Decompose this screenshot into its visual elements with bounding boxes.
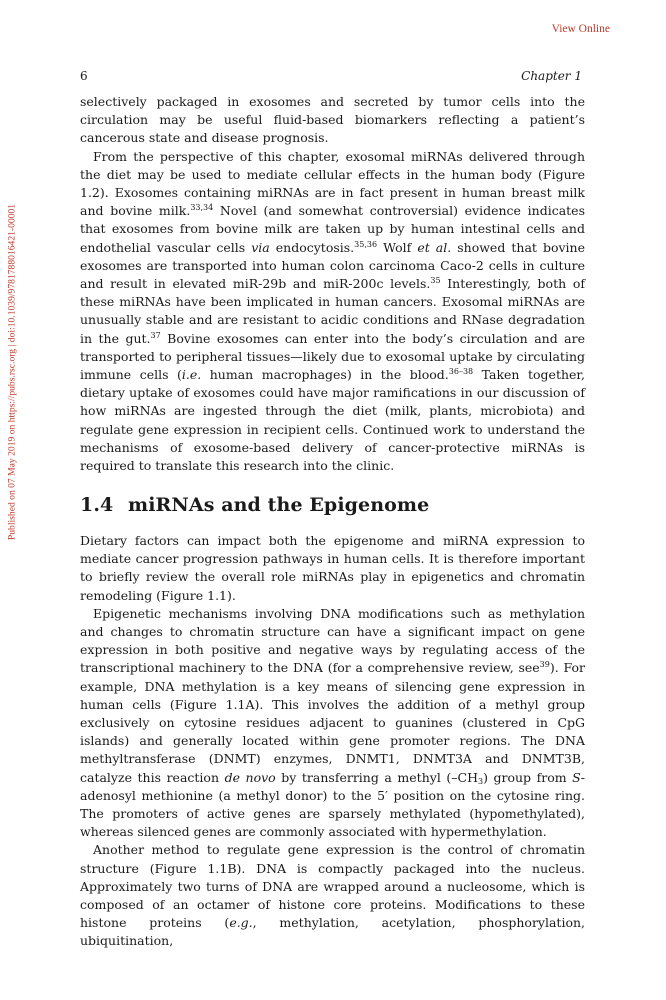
text-run: Novel (and somewhat controversial) evidence indicates that exosomes from bovine milk are taken up by human intestinal cells and endothelial vascular cells <box>80 203 585 255</box>
text-run: by transferring a methyl (–CH <box>275 769 478 785</box>
text-run: -adenosyl methionine (a methyl donor) to the 5′ position on the cytosine ring. The promoters of active genes are sparsely methylated (hypomethylated), whereas silenced genes are commonly associated with hypermethylation. <box>80 769 585 840</box>
page-number: 6 <box>80 69 88 83</box>
section-heading <box>80 494 429 516</box>
citation-ref: 33,34 <box>190 203 214 213</box>
text-run: ). For example, DNA methylation is a key means of silencing gene expression in human cells (Figure 1.1A). This involves the addition of a methyl group exclusively on cytosine residues adjacent to guanines (clustered in CpG islands) and generally located within gene promoter regions. The DNA methyltransferase (DNMT) enzymes, DNMT1, DNMT3A and DNMT3B, catalyze this reaction <box>80 660 585 785</box>
italic-text: et al. <box>417 239 452 255</box>
italic-text: i.e. <box>181 367 202 383</box>
citation-ref: 36–38 <box>448 367 474 377</box>
text-run: , methylation, acetylation, phosphorylation, ubiquitination, <box>80 915 586 949</box>
text-run: From the perspective of this chapter, exosomal miRNAs delivered through the diet may be used to mediate cellular effects in the human body (Figure 1.2). Exosomes containing miRNAs are in fact present in human breast milk and bovine milk. <box>80 148 585 219</box>
italic-text: S <box>572 769 581 785</box>
citation-ref: 37 <box>150 330 161 340</box>
body-text-section <box>80 532 585 951</box>
chapter-label: Chapter 1 <box>521 69 582 83</box>
text-run: Interestingly, both of these miRNAs have been implicated in human cancers. Exosomal miRNAs are unusually stable and are resistant to acidic conditions and RNase degradation in the gut. <box>80 276 585 346</box>
text-run: human macrophages) in the blood. <box>201 367 449 383</box>
text-run: Epigenetic mechanisms involving DNA modifications such as methylation and changes to chromatin structure can have a significant impact on gene expression in both positive and negative ways by regulating access of the transcriptional machinery to the DNA (for a comprehensive review, see <box>80 605 585 676</box>
text-run: Bovine exosomes can enter into the body’s circulation and are transported to peripheral tissues—likely due to exosomal uptake by circulating immune cells ( <box>80 330 585 383</box>
text-run: Dietary factors can impact both the epigenome and miRNA expression to mediate cancer progression pathways in human cells. It is therefore important to briefly review the overall role miRNAs play in epigenetics and chromatin remodeling (Figure 1.1). <box>80 533 585 603</box>
side-note <box>0 0 24 1000</box>
text-run: selectively packaged in exosomes and secreted by tumor cells into the circulation may be useful fluid-based biomarkers reflecting a patient’s cancerous state and disease prognosis. <box>80 94 585 146</box>
citation-ref: 39 <box>539 660 550 670</box>
body-text-top <box>80 93 585 475</box>
section-number: 1.4 <box>80 494 114 516</box>
section-title: miRNAs and the Epigenome <box>128 494 430 516</box>
publication-note: Published on 07 May 2019 on https://pubs.rsc.org | doi:10.1039/9781788016421-00001 <box>6 203 18 541</box>
view-online-link[interactable]: View Online <box>551 23 610 35</box>
citation-ref: 35 <box>430 276 441 286</box>
paragraph <box>80 841 585 950</box>
text-run: Taken together, dietary uptake of exosomes could have major ramifications in our discussion of how miRNAs are ingested through the diet (milk, plants, microbiota) and regulate gene expression in recipient cells. Continued work to understand the mechanisms of exosome-based delivery of cancer-protective miRNAs is required to translate this research into the clinic. <box>80 367 585 474</box>
text-run: endocytosis. <box>269 239 355 255</box>
italic-text: e.g. <box>229 915 253 931</box>
subscript: 3 <box>477 776 484 786</box>
italic-text: via <box>251 239 270 255</box>
text-run: showed that bovine exosomes are transported into human colon carcinoma Caco-2 cells in culture and result in elevated miR-29b and miR-200c levels. <box>80 239 585 292</box>
citation-ref: 35,36 <box>354 239 378 249</box>
italic-text: de novo <box>224 769 276 785</box>
text-run: Another method to regulate gene expression is the control of chromatin structure (Figure 1.1B). DNA is compactly packaged into the nucleus. Approximately two turns of DNA are wrapped around a nucleosome, which is composed of an octamer of histone core proteins. Modifications to these histone proteins ( <box>80 842 585 931</box>
paragraph <box>80 532 585 605</box>
text-run: ) group from <box>483 769 573 785</box>
text-run: Wolf <box>377 239 418 255</box>
paragraph <box>80 148 585 476</box>
paragraph <box>80 93 585 148</box>
paragraph <box>80 605 585 842</box>
